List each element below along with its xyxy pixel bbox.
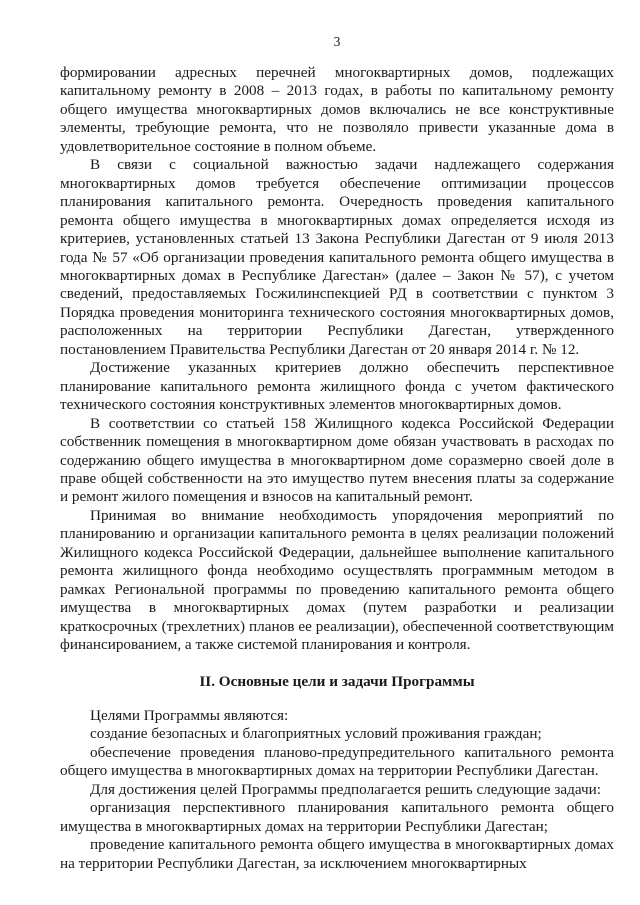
paragraph-continuation: формировании адресных перечней многоквартирных домов, подлежащих капитальному ремонту в 2008 – 2013 годах, в работы по капитальному ремонту общего имущества многоквартирных домов включались не все конструктивные элементы, требующие ремонта, что не позволяло привести указанные дома в удовлетворительное состояние в полном объеме. [60, 64, 614, 155]
page-number: 3 [333, 34, 341, 49]
document-body [60, 64, 614, 873]
paragraph-criteria: Достижение указанных критериев должно обеспечить перспективное планирование капитального ремонта жилищного фонда с учетом фактического технического состояния конструктивных элементов многоквартирных домов. [60, 359, 614, 414]
goals-intro: Целями Программы являются: [90, 706, 289, 724]
task-item: организация перспективного планирования капитального ремонта общего имущества в многоквартирных домах на территории Республики Дагестан; [60, 799, 614, 835]
document-page [60, 0, 614, 905]
paragraph-repair-planning: В связи с социальной важностью задачи надлежащего содержания многоквартирных домов требуется обеспечение оптимизации процессов планирования капитального ремонта. Очередность проведения капитального ремонта общего имущества в многоквартирных домах определяется исходя из критериев, установленных статьей 13 Закона Республики Дагестан от 9 июля 2013 года № 57 «Об организации проведения капитального ремонта общего имущества в многоквартирных домах в Республике Дагестан» (далее – Закон № 57), с учетом сведений, предоставляемых Госжилинспекцией РД в соответствии с пунктом 3 Порядка проведения мониторинга технического состояния многоквартирных домов, расположенных на территории Республики Дагестан, утвержденного постановлением Правительства Республики Дагестан от 20 января 2014 г. № 12. [60, 156, 614, 358]
goal-item: создание безопасных и благоприятных условий проживания граждан; [90, 725, 542, 743]
task-item: проведение капитального ремонта общего имущества в многоквартирных домах на территории Республики Дагестан, за исключением многоквартирных [60, 836, 614, 872]
paragraph-housing-code: В соответствии со статьей 158 Жилищного кодекса Российской Федерации собственник помещения в многоквартирном доме обязан участвовать в расходах по содержанию общего имущества в многоквартирном доме соразмерно своей доле в праве общей собственности на это имущество путем внесения платы за содержание и ремонт жилого помещения и взносов на капитальный ремонт. [60, 414, 614, 506]
goal-item: обеспечение проведения планово-предупредительного капитального ремонта общего имущества в многоквартирных домах на территории Республики Дагестан. [60, 743, 614, 780]
section-heading: II. Основные цели и задачи Программы [199, 672, 475, 690]
tasks-intro: Для достижения целей Программы предполагается решить следующие задачи: [90, 780, 601, 798]
paragraph-program-method: Принимая во внимание необходимость упорядочения мероприятий по планированию и организации капитального ремонта в целях реализации положений Жилищного кодекса Российской Федерации, дальнейшее выполнение капитального ремонта жилищного фонда необходимо осуществлять программным методом в рамках Региональной программы по проведению капитального ремонта общего имущества в многоквартирных домах (путем разработки и реализации краткосрочных (трехлетних) планов ее реализации), обеспеченной соответствующим финансированием, а также системой планирования и контроля. [60, 506, 614, 654]
